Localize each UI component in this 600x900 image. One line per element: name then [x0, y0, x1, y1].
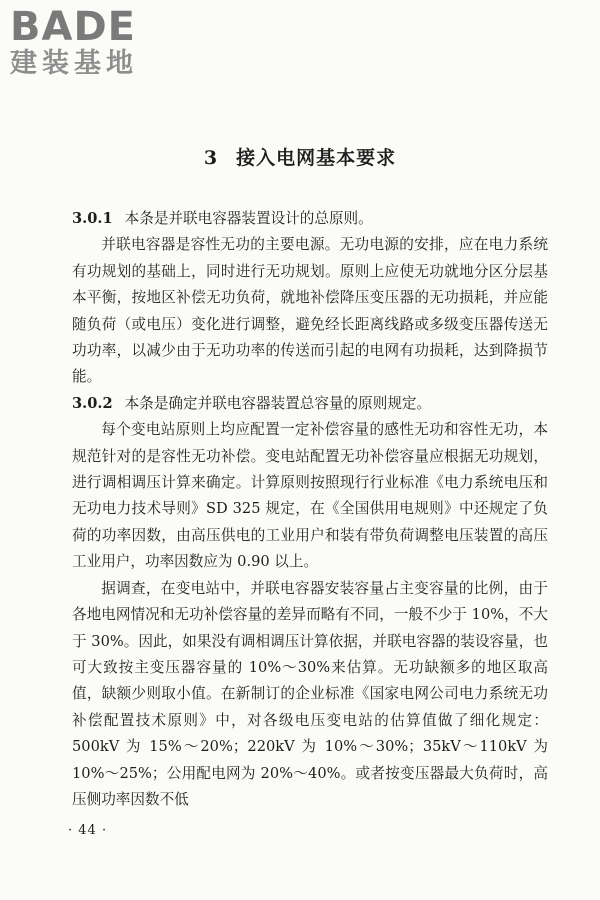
paragraph: 每个变电站原则上均应配置一定补偿容量的感性无功和容性无功，本规范针对的是容性无功补偿。变电站配置无功补偿容量应根据无功规划，进行调相调压计算来确定。计算原则按照现行行业标准《电力系统电压和无功电力技术导则》SD 325 规定，在《全国供用电规则》中还规定了负荷的功率因数，由高压供电的工业用户和装有带负荷调整电压装置的高压工业用户，功率因数应为 0.90 以上。 [72, 421, 548, 571]
document-body [72, 206, 548, 813]
paragraph: 并联电容器是容性无功的主要电源。无功电源的安排，应在电力系统有功规划的基础上，同时进行无功规划。原则上应使无功就地分区分层基本平衡，按地区补偿无功负荷，就地补偿降压变压器的无功损耗，并应能随负荷（或电压）变化进行调整，避免经长距离线路或多级变压器传送无功功率，以减少由于无功功率的传送而引起的电网有功损耗，达到降损节能。 [72, 236, 548, 386]
chapter-title [0, 143, 600, 170]
logo [10, 6, 185, 80]
clause-number: 3.0.2 [72, 394, 113, 412]
logo-wordmark: BADE [10, 4, 136, 50]
clause-heading: 本条是并联电容器装置设计的总原则。 [124, 210, 373, 227]
clause-heading: 本条是确定并联电容器装置总容量的原则规定。 [124, 394, 432, 412]
clause-3-0-1 [72, 206, 548, 232]
chapter-title-text: 接入电网基本要求 [236, 147, 397, 169]
clause-number: 3.0.1 [72, 210, 113, 227]
logo-subtitle: 建装基地 [10, 48, 138, 79]
page-number: · 44 · [68, 823, 108, 838]
clause-3-0-2 [72, 391, 548, 417]
chapter-number: 3 [203, 147, 219, 169]
paragraph: 据调查，在变电站中，并联电容器安装容量占主变容量的比例，由于各地电网情况和无功补偿容量的差异而略有不同，一般不少于 10%，不大于 30%。因此，如果没有调相调压计算依据，并联电容器的装设容量，也可大致按主变压器容量的 10%～30%来估算。无功缺额多的地区取高值，缺额少则取小值。在新制订的企业标准《国家电网公司电力系统无功补偿配置技术原则》中，对各级电压变电站的估算值做了细化规定：500kV 为 15%～20%；220kV 为 10%～30%；35kV～110kV 为 10%～25%；公用配电网为 20%～40%。或者按变压器最大负荷时，高压侧功率因数不低 [72, 579, 548, 808]
